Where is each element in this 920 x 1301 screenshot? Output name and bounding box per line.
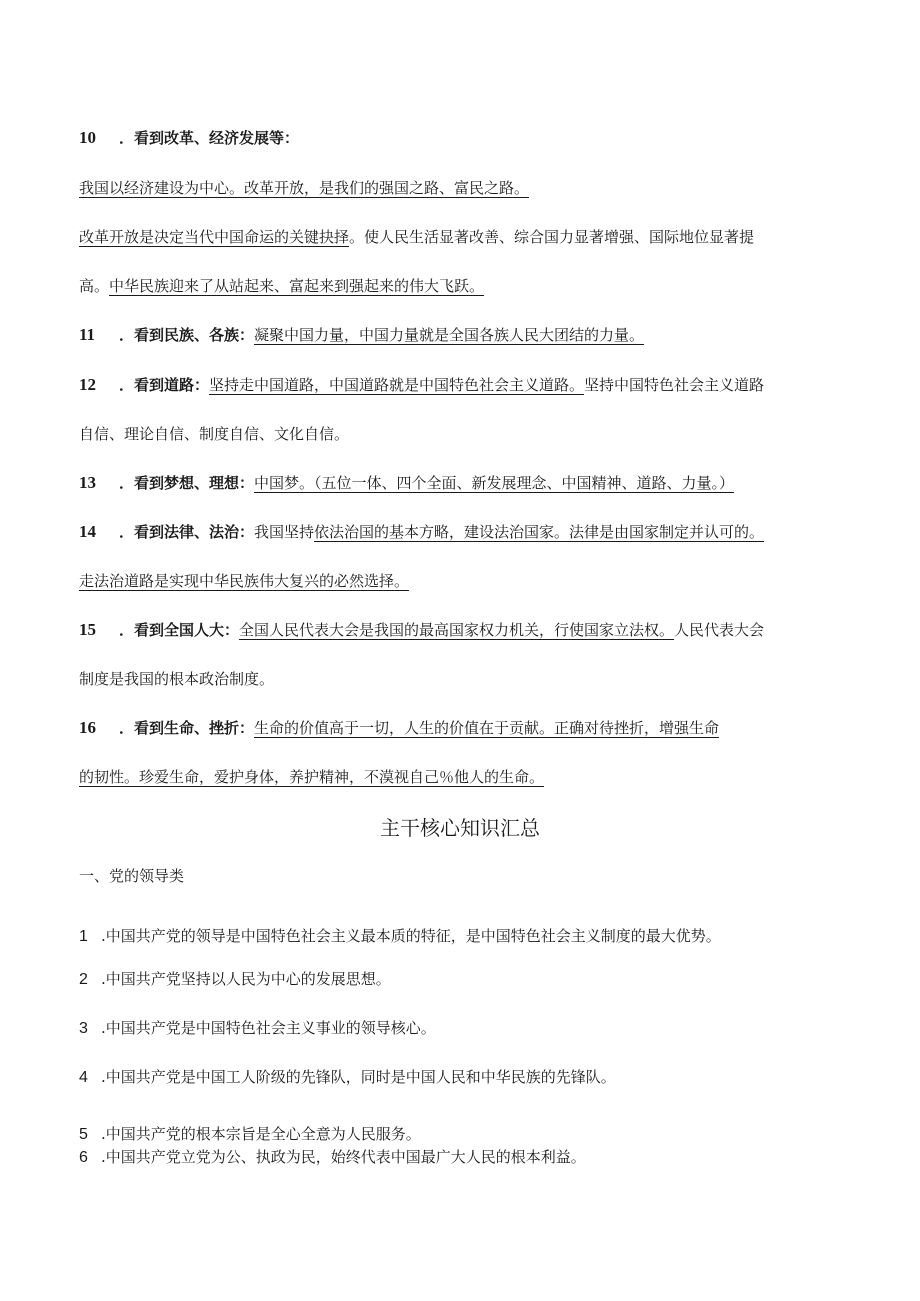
item-number: 13	[79, 473, 96, 492]
plain-text: 坚持中国特色社会主义道路	[584, 376, 765, 394]
colon: ：	[224, 621, 240, 639]
item-12	[79, 375, 764, 395]
item-number: 11	[79, 325, 96, 344]
item-10-line3	[79, 276, 484, 296]
item-number: 12	[79, 375, 96, 394]
list-text: .中国共产党是中国工人阶级的先锋队，同时是中国人民和中华民族的先锋队。	[101, 1068, 616, 1086]
item-10-line1: 我国以经济建设为中心。改革开放，是我们的强国之路、富民之路。	[79, 179, 530, 197]
colon: ：	[239, 474, 255, 492]
list-item	[79, 969, 391, 990]
underlined-text: 中国梦。（五位一体、四个全面、新发展理念、中国精神、道路、力量。）	[254, 474, 735, 492]
item-number: 16	[79, 718, 96, 737]
item-15-line2: 制度是我国的根本政治制度。	[79, 670, 275, 688]
list-number: 5	[79, 1126, 88, 1143]
item-11	[79, 325, 644, 345]
item-10-line2	[79, 227, 754, 247]
list-text: .中国共产党的根本宗旨是全心全意为人民服务。	[101, 1125, 421, 1143]
plain-text: 我国坚持	[254, 523, 315, 541]
list-text: .中国共产党的领导是中国特色社会主义最本质的特征，是中国特色社会主义制度的最大优势。	[101, 927, 721, 945]
section-title: 主干核心知识汇总	[380, 816, 540, 840]
item-16-line2: 的韧性。珍爱生命，爱护身体，养护精神，不漠视自己％他人的生命。	[79, 768, 545, 786]
plain-text: 。使人民生活显著改善、综合国力显著增强、国际地位显著提	[349, 228, 755, 246]
underlined-text: 改革开放是决定当代中国命运的关键抉择	[79, 228, 350, 246]
colon: ：	[239, 326, 255, 344]
underlined-text: 坚持走中国道路，中国道路就是中国特色社会主义道路。	[209, 376, 585, 394]
item-heading: ．看到道路	[119, 376, 195, 394]
item-12-line2: 自信、理论自信、制度自信、文化自信。	[79, 425, 350, 443]
list-number: 1	[79, 928, 88, 945]
plain-text: 高。	[79, 277, 110, 295]
colon: ：	[239, 523, 255, 541]
underlined-text: 中华民族迎来了从站起来、富起来到强起来的伟大飞跃。	[109, 277, 485, 295]
underlined-text: 依法治国的基本方略，建设法治国家。法律是由国家制定并认可的。	[314, 523, 765, 541]
category-heading: 一、党的领导类	[79, 867, 185, 885]
list-item	[79, 1124, 421, 1145]
item-10-heading	[79, 128, 299, 148]
item-number: 15	[79, 620, 96, 639]
item-14	[79, 522, 764, 542]
item-number: 14	[79, 522, 96, 541]
colon: ：	[194, 376, 210, 394]
underlined-text: 生命的价值高于一切，人生的价值在于贡献。正确对待挫折，增强生命	[254, 719, 720, 737]
list-text: .中国共产党坚持以人民为中心的发展思想。	[101, 970, 391, 988]
item-number: 10	[79, 128, 96, 147]
item-heading: ．看到全国人大	[119, 621, 225, 639]
list-number: 6	[79, 1149, 88, 1166]
item-heading: ．看到生命、挫折	[119, 719, 240, 737]
list-number: 3	[79, 1020, 88, 1037]
item-heading: ．看到梦想、理想	[119, 474, 240, 492]
list-item	[79, 926, 721, 947]
item-16	[79, 718, 719, 738]
underlined-text: 凝聚中国力量，中国力量就是全国各族人民大团结的力量。	[254, 326, 645, 344]
list-item	[79, 1067, 616, 1088]
list-item	[79, 1018, 436, 1039]
item-heading: ．看到法律、法治	[119, 523, 240, 541]
plain-text: 人民代表大会	[674, 621, 765, 639]
list-text: .中国共产党是中国特色社会主义事业的领导核心。	[101, 1019, 436, 1037]
underlined-text: 全国人民代表大会是我国的最高国家权力机关，行使国家立法权。	[239, 621, 675, 639]
list-item	[79, 1147, 586, 1168]
list-text: .中国共产党立党为公、执政为民，始终代表中国最广大人民的根本利益。	[101, 1148, 586, 1166]
item-heading: ．看到民族、各族	[119, 326, 240, 344]
list-number: 2	[79, 971, 88, 988]
item-15	[79, 620, 764, 640]
item-heading: ．看到改革、经济发展等：	[119, 129, 300, 147]
item-13	[79, 473, 734, 493]
item-14-line2: 走法治道路是实现中华民族伟大复兴的必然选择。	[79, 572, 410, 590]
colon: ：	[239, 719, 255, 737]
list-number: 4	[79, 1069, 88, 1086]
